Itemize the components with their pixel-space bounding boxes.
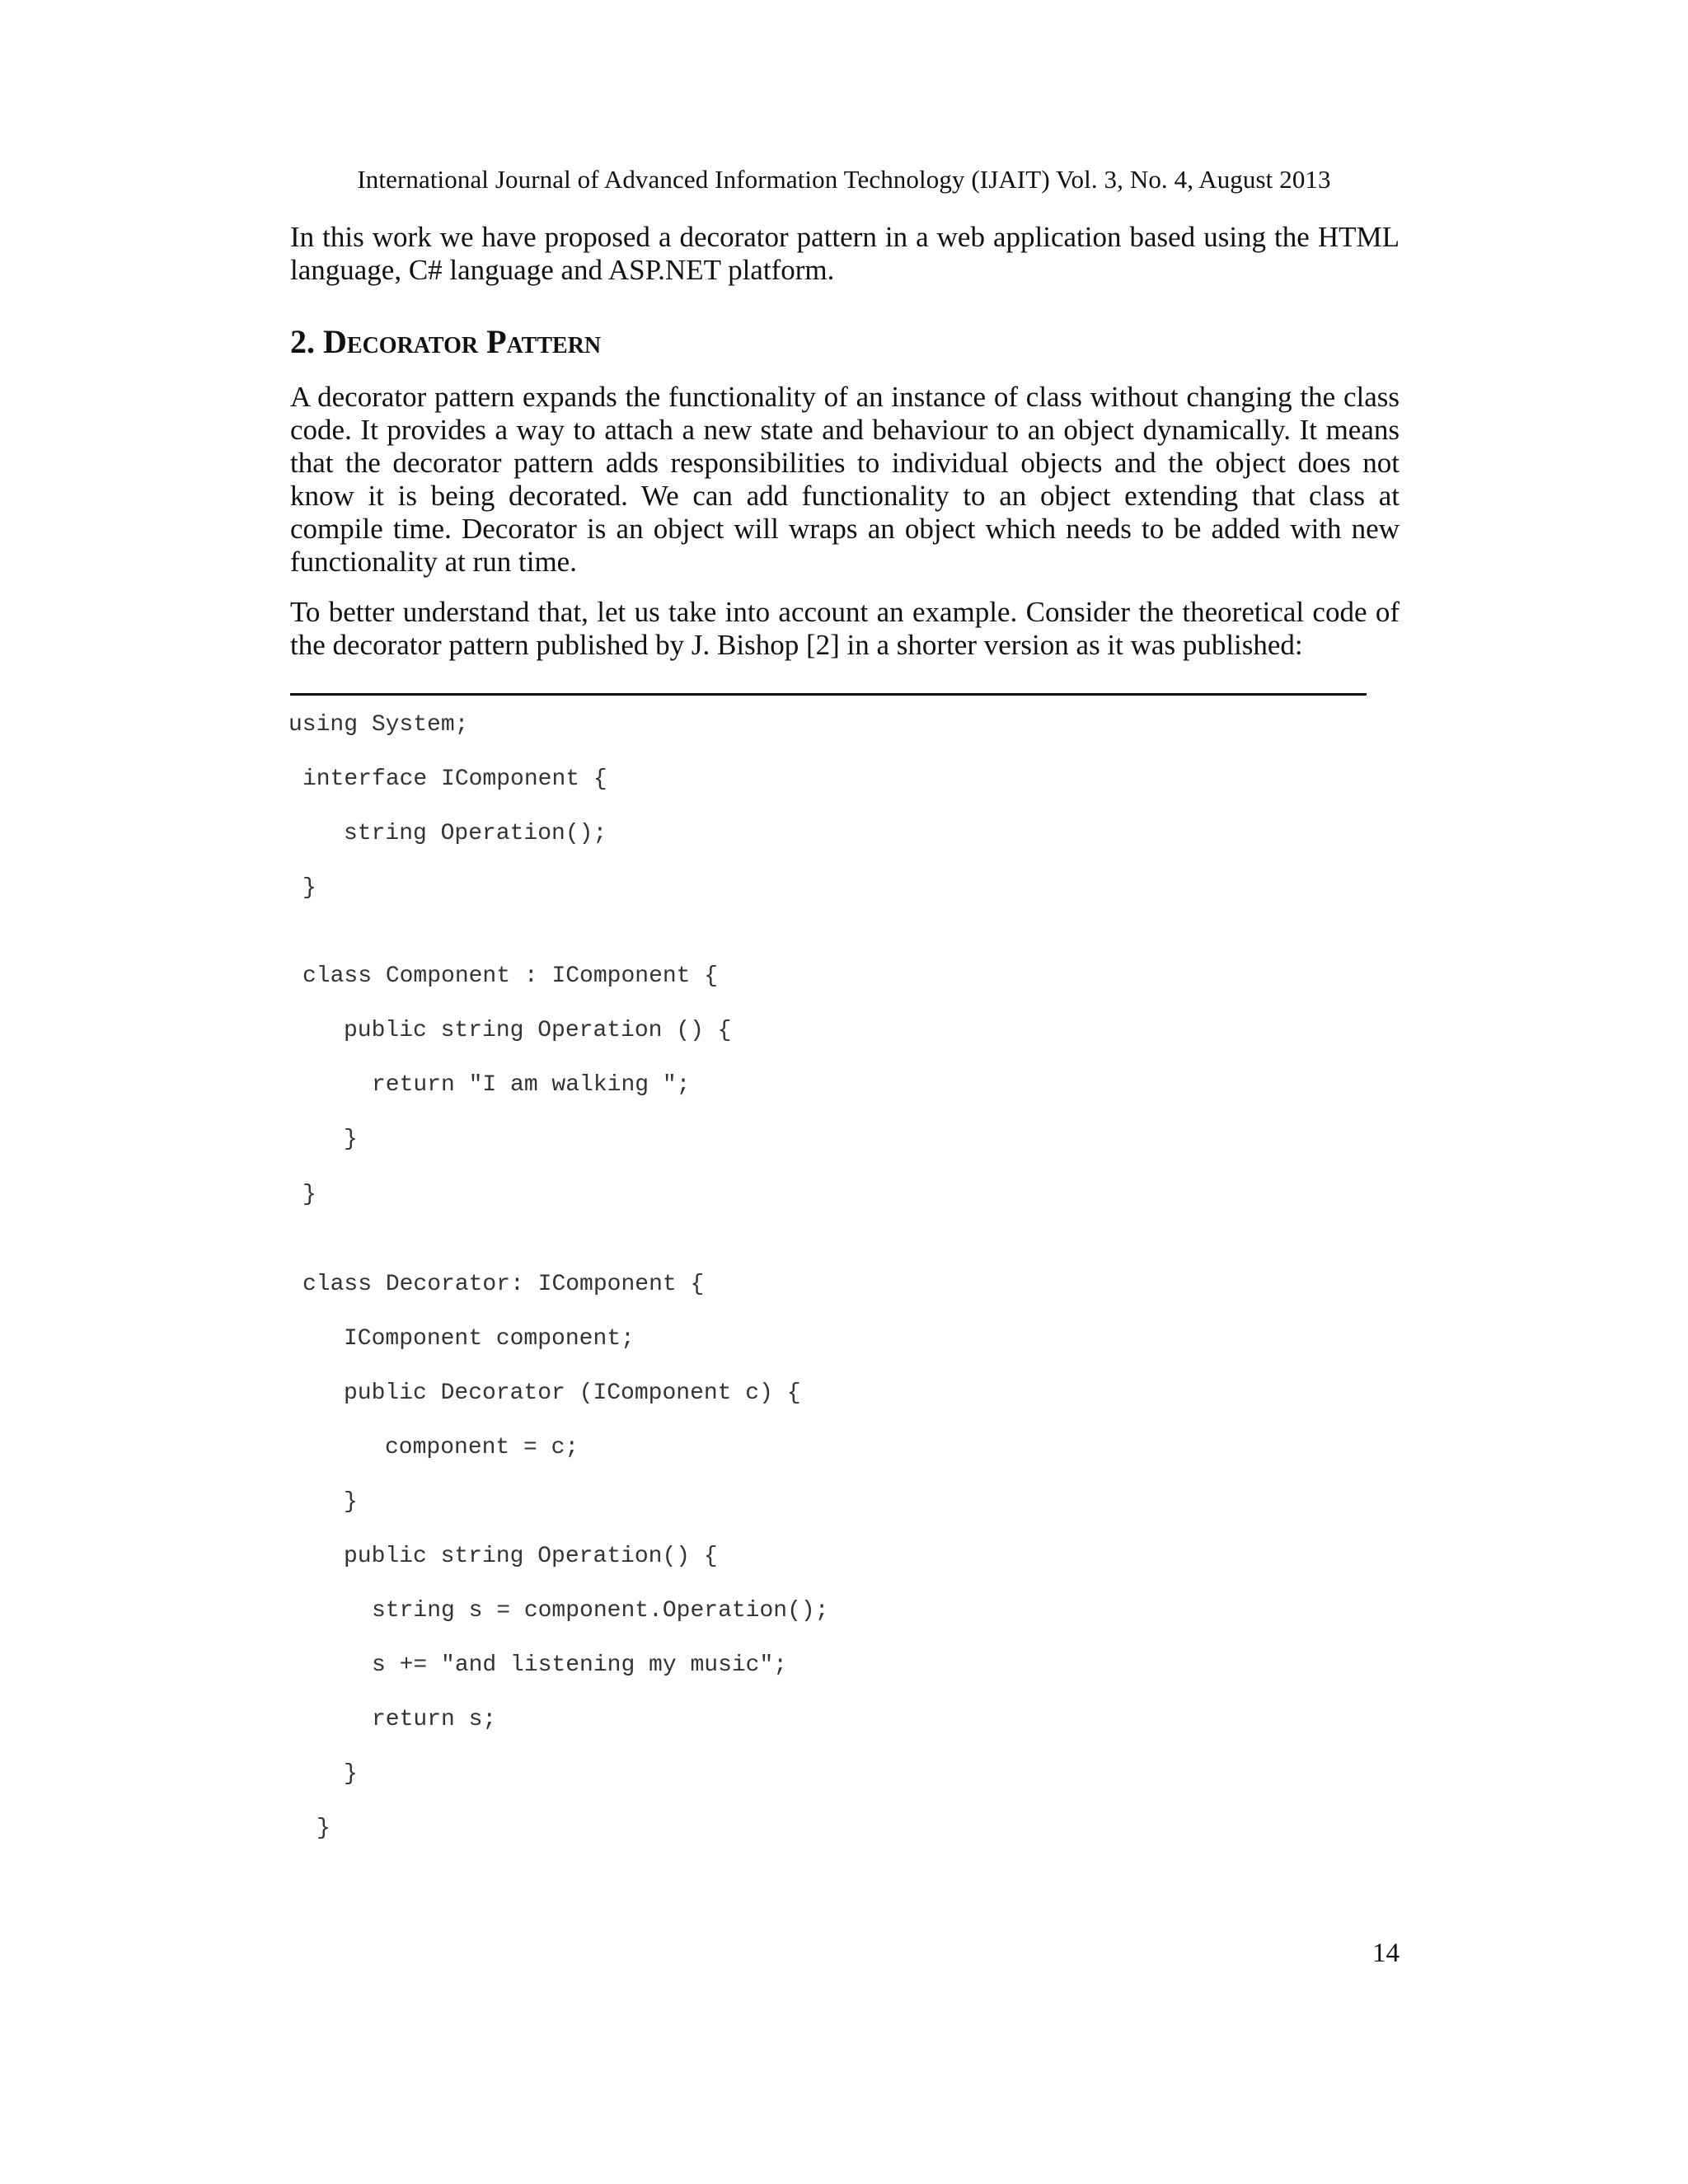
code-line: class Component : IComponent { xyxy=(302,963,719,989)
code-line: } xyxy=(302,875,316,901)
code-line: using System; xyxy=(288,712,469,738)
running-header: International Journal of Advanced Information Technology (IJAIT) Vol. 3, No. 4, August 2013 xyxy=(357,165,1331,194)
code-line: string s = component.Operation(); xyxy=(372,1598,829,1624)
code-line: } xyxy=(344,1127,358,1152)
horizontal-rule xyxy=(290,693,1367,696)
code-line: } xyxy=(344,1761,358,1787)
example-paragraph: To better understand that, let us take into account an example. Consider the theoretical code of the decorator pattern published by J. Bishop [2] in a shorter version as it was published: xyxy=(290,596,1400,661)
intro-paragraph: In this work we have proposed a decorator pattern in a web application based using the HTML language, C# language and ASP.NET platform. xyxy=(290,221,1400,286)
code-line: } xyxy=(302,1182,316,1207)
code-line: } xyxy=(316,1816,331,1841)
section-heading: 2. Decorator Pattern xyxy=(290,323,602,360)
code-line: component = c; xyxy=(385,1435,579,1460)
definition-paragraph: A decorator pattern expands the functionality of an instance of class without changing the class code. It provides a way to attach a new state and behaviour to an object dynamically. It means that the decorator pattern adds responsibilities to individual objects and the object does not know it is being decorated. We can add functionality to an object extending that class at compile time. Decorator is an object will wraps an object which needs to be added with new functionality at run time. xyxy=(290,381,1400,578)
page-number: 14 xyxy=(1372,1938,1400,1968)
code-line: return s; xyxy=(372,1707,497,1732)
code-line: public Decorator (IComponent c) { xyxy=(344,1380,801,1406)
code-line: string Operation(); xyxy=(344,821,607,846)
code-line: IComponent component; xyxy=(344,1326,635,1352)
code-line: return "I am walking "; xyxy=(372,1072,691,1098)
code-line: class Decorator: IComponent { xyxy=(302,1272,705,1297)
code-line: s += "and listening my music"; xyxy=(372,1652,788,1678)
code-line: public string Operation() { xyxy=(344,1544,718,1569)
code-line: interface IComponent { xyxy=(302,766,607,792)
code-line: public string Operation () { xyxy=(344,1018,732,1043)
code-line: } xyxy=(344,1489,358,1515)
